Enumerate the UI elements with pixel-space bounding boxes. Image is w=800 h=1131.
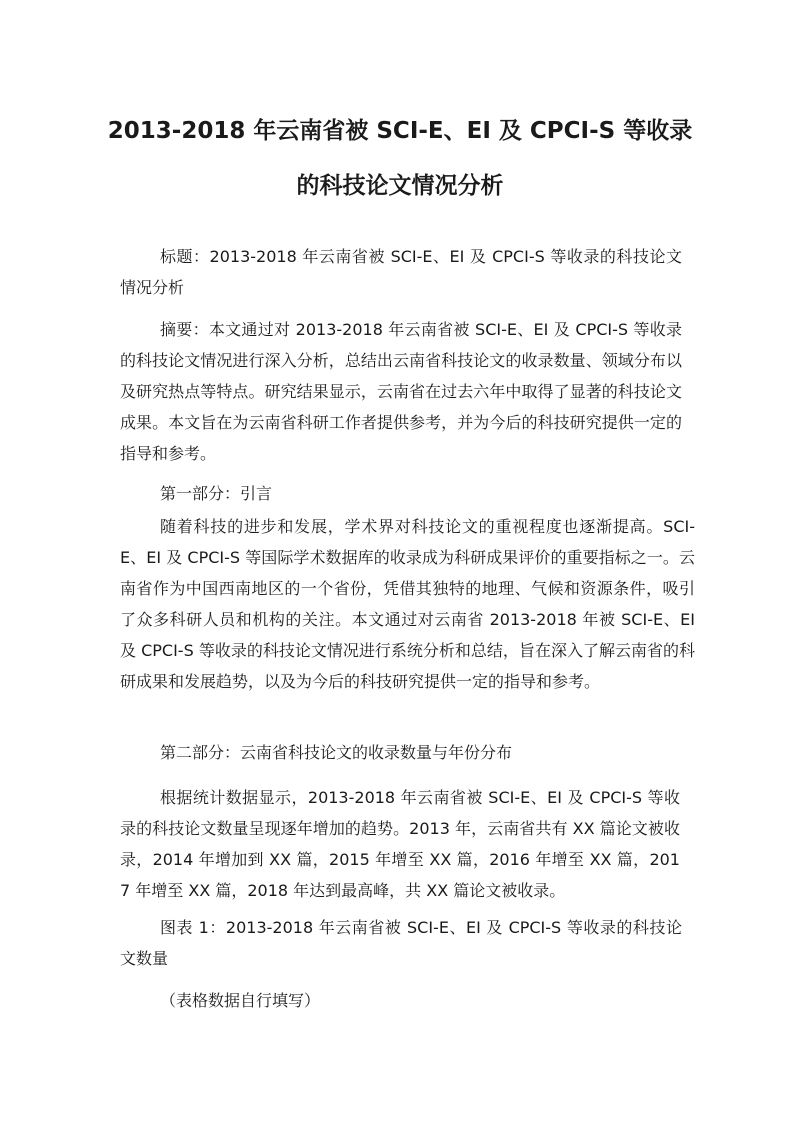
title-label-paragraph: 标题：2013-2018 年云南省被 SCI-E、EI 及 CPCI-S 等收录的科技论文情况分析: [120, 247, 682, 297]
document-title-line2: 的科技论文情况分析: [296, 173, 504, 199]
section2-heading: 第二部分：云南省科技论文的收录数量与年份分布: [160, 743, 513, 762]
document-title-line1: 2013-2018 年云南省被 SCI-E、EI 及 CPCI-S 等收录: [107, 118, 693, 144]
abstract-paragraph: 摘要：本文通过对 2013-2018 年云南省被 SCI-E、EI 及 CPCI-S 等收录的科技论文情况进行深入分析，总结出云南省科技论文的收录数量、领域分布以及研究热点等特点。研究结果显示，云南省在过去六年中取得了显著的科技论文成果。本文旨在为云南省科研工作者提供参考，并为今后的科技研究提供一定的指导和参考。: [120, 320, 682, 463]
section1-body: 随着科技的进步和发展，学术界对科技论文的重视程度也逐渐提高。SCI-E、EI 及 CPCI-S 等国际学术数据库的收录成为科研成果评价的重要指标之一。云南省作为中国西南地区的一个省份，凭借其独特的地理、气候和资源条件，吸引了众多科研人员和机构的关注。本文通过对云南省 2013-2018 年被 SCI-E、EI 及 CPCI-S 等收录的科技论文情况进行系统分析和总结，旨在深入了解云南省的科研成果和发展趋势，以及为今后的科技研究提供一定的指导和参考。: [120, 517, 695, 691]
table-placeholder-note: （表格数据自行填写）: [160, 991, 321, 1010]
section2-body: 根据统计数据显示，2013-2018 年云南省被 SCI-E、EI 及 CPCI-S 等收录的科技论文数量呈现逐年增加的趋势。2013 年，云南省共有 XX 篇论文被收录，2014 年增加到 XX 篇，2015 年增至 XX 篇，2016 年增至 XX 篇，2017 年增至 XX 篇，2018 年达到最高峰，共 XX 篇论文被收录。: [120, 788, 680, 900]
section1-heading: 第一部分：引言: [160, 484, 273, 503]
figure-caption: 图表 1：2013-2018 年云南省被 SCI-E、EI 及 CPCI-S 等收录的科技论文数量: [120, 918, 682, 968]
